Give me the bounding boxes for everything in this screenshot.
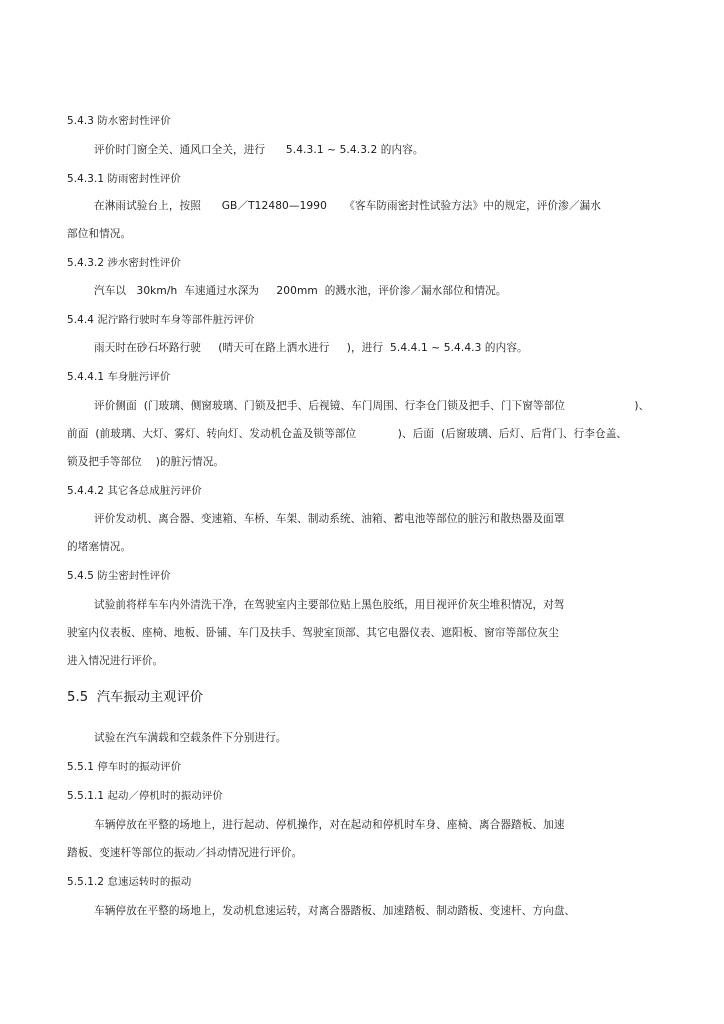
- heading-5-5-1-1: 5.5.1.1 起动／停机时的振动评价: [67, 790, 223, 802]
- paragraph-line: 雨天时在砂石坏路行驶 (晴天可在路上洒水进行 )，进行 5.4.4.1 ~ 5.4.4.3 的内容。: [94, 342, 528, 354]
- paragraph-line: 汽车以 30km/h 车速通过水深为 200mm 的溅水池，评价渗／漏水部位和情况。: [94, 285, 507, 297]
- heading-5-4-3-1: 5.4.3.1 防雨密封性评价: [67, 173, 181, 185]
- paragraph-line: 前面 (前玻璃、大灯、雾灯、转向灯、发动机仓盖及锁等部位 )、后面 (后窗玻璃、后灯、后背门、行李仓盖、: [67, 428, 628, 440]
- paragraph-line: 踏板、变速杆等部位的振动／抖动情况进行评价。: [67, 847, 303, 859]
- heading-5-4-3: 5.4.3 防水密封性评价: [67, 115, 171, 127]
- heading-5-4-3-2: 5.4.3.2 涉水密封性评价: [67, 257, 181, 269]
- paragraph-line: 在淋雨试验台上，按照 GB／T12480—1990 《客车防雨密封性试验方法》中的规定，评价渗／漏水: [94, 200, 601, 212]
- heading-5-5-1-2: 5.5.1.2 怠速运转时的振动: [67, 876, 192, 888]
- paragraph-line: 车辆停放在平整的场地上，发动机怠速运转，对离合器踏板、加速踏板、制动踏板、变速杆、方向盘、: [94, 905, 576, 917]
- section-title-5-5: 5.5 汽车振动主观评价: [67, 690, 204, 705]
- paragraph-line: 驶室内仪表板、座椅、地板、卧铺、车门及扶手、驾驶室顶部、其它电器仪表、遮阳板、窗帘等部位灰尘: [67, 627, 559, 639]
- heading-5-4-4: 5.4.4 泥泞路行驶时车身等部件脏污评价: [67, 314, 255, 326]
- paragraph-line: 进入情况进行评价。: [67, 655, 164, 667]
- paragraph-line: 评价时门窗全关、通风口全关，进行 5.4.3.1 ~ 5.4.3.2 的内容。: [94, 144, 424, 156]
- paragraph-line: 部位和情况。: [67, 228, 132, 240]
- paragraph-line: 车辆停放在平整的场地上，进行起动、停机操作，对在起动和停机时车身、座椅、离合器踏板、加速: [94, 819, 565, 831]
- paragraph-line: 评价侧面 (门玻璃、侧窗玻璃、门锁及把手、后视镜、车门周围、行李仓门锁及把手、门下窗等部位 )、: [94, 400, 650, 412]
- heading-5-4-4-2: 5.4.4.2 其它各总成脏污评价: [67, 485, 202, 497]
- paragraph-line: 试验前将样车车内外清洗干净，在驾驶室内主要部位贴上黑色胶纸，用目视评价灰尘堆积情况，对驾: [94, 599, 565, 611]
- paragraph-line: 试验在汽车满载和空载条件下分别进行。: [94, 732, 287, 744]
- heading-5-4-5: 5.4.5 防尘密封性评价: [67, 570, 171, 582]
- paragraph-line: 锁及把手等部位 )的脏污情况。: [67, 456, 225, 468]
- paragraph-line: 的堵塞情况。: [67, 541, 132, 553]
- heading-5-5-1: 5.5.1 停车时的振动评价: [67, 761, 182, 773]
- heading-5-4-4-1: 5.4.4.1 车身脏污评价: [67, 371, 171, 383]
- paragraph-line: 评价发动机、离合器、变速箱、车桥、车架、制动系统、油箱、蓄电池等部位的脏污和散热器及面罩: [94, 513, 565, 525]
